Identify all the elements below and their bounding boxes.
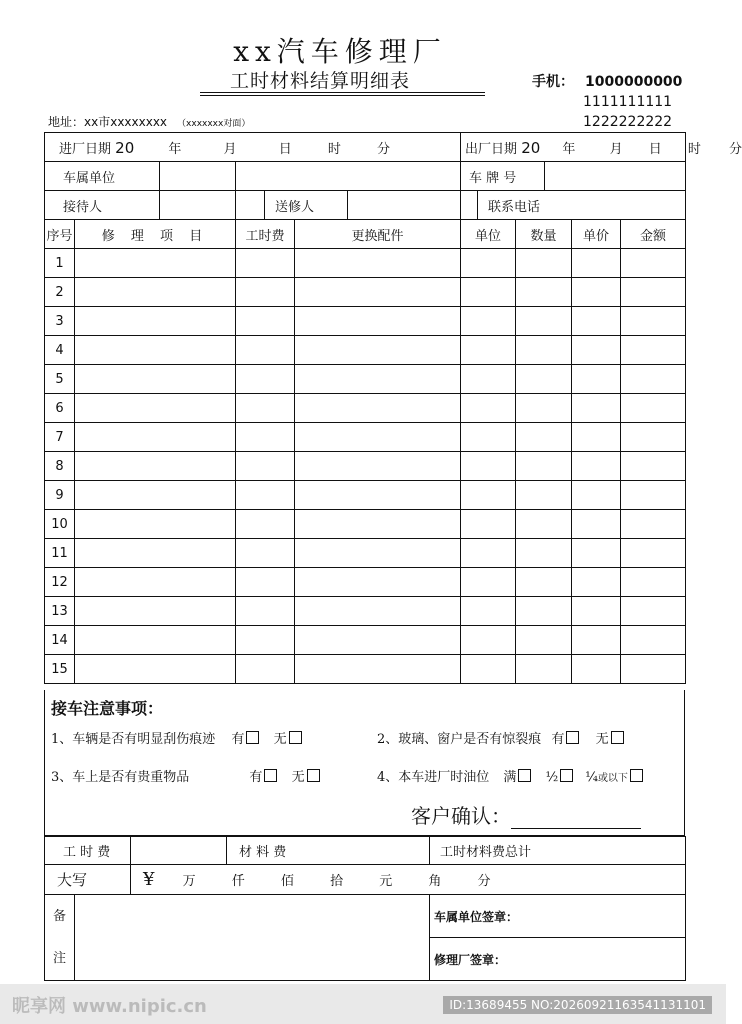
table-cell[interactable] [516, 539, 572, 568]
table-cell[interactable] [75, 510, 236, 539]
phone-block [532, 72, 682, 132]
labor-fee-label: 工 时 费 [45, 837, 131, 865]
in-date-month: 月 [223, 141, 237, 157]
table-cell[interactable] [516, 452, 572, 481]
total-fee-label: 工时材料费总计 [430, 837, 686, 865]
table-cell[interactable] [236, 336, 295, 365]
row-number: 10 [45, 510, 75, 539]
table-cell[interactable] [516, 249, 572, 278]
table-cell[interactable] [295, 249, 461, 278]
table-cell[interactable] [621, 597, 686, 626]
in-date-year: 年 [168, 141, 182, 157]
notice-q4: 4、本车进厂时油位 满 ½ ¼或以下 [377, 766, 645, 785]
table-cell[interactable] [572, 394, 621, 423]
table-cell[interactable] [572, 423, 621, 452]
item-rows [45, 249, 686, 684]
table-cell[interactable] [461, 394, 516, 423]
table-cell[interactable] [295, 452, 461, 481]
out-date-day: 日 [648, 141, 662, 157]
sender-label: 送修人 [264, 191, 348, 219]
table-cell[interactable] [75, 307, 236, 336]
table-row [45, 307, 686, 336]
form-subtitle: 工时材料结算明细表 [230, 70, 411, 92]
table-row [45, 597, 686, 626]
table-cell[interactable] [236, 452, 295, 481]
row-number: 8 [45, 452, 75, 481]
receiver-label: 接待人 [45, 191, 160, 219]
row-number: 1 [45, 249, 75, 278]
table-cell[interactable] [621, 481, 686, 510]
fees-row [45, 837, 686, 865]
table-cell[interactable] [75, 365, 236, 394]
table-cell[interactable] [572, 626, 621, 655]
table-cell[interactable] [236, 423, 295, 452]
owner-sign-label: 车属单位签章： [430, 895, 686, 938]
table-cell[interactable] [236, 481, 295, 510]
table-cell[interactable] [516, 510, 572, 539]
q3-no-checkbox[interactable] [307, 769, 320, 782]
contact-row [45, 191, 686, 220]
header-parts: 更换配件 [295, 220, 461, 249]
table-cell[interactable] [236, 365, 295, 394]
table-cell[interactable] [295, 278, 461, 307]
table-cell[interactable] [75, 568, 236, 597]
q2-no-checkbox[interactable] [611, 731, 624, 744]
row-number: 4 [45, 336, 75, 365]
in-date-minute: 分 [377, 141, 391, 157]
address-line [48, 113, 250, 130]
header-labor-fee: 工时费 [236, 220, 295, 249]
table-cell[interactable] [621, 568, 686, 597]
q1-no-checkbox[interactable] [289, 731, 302, 744]
table-cell[interactable] [75, 278, 236, 307]
address-note: （xxxxxxx对面） [177, 119, 251, 129]
out-date-year: 年 [562, 141, 576, 157]
owner-unit-field-ext[interactable] [236, 162, 461, 191]
table-row [45, 568, 686, 597]
capital-amount[interactable]: ¥ 万 仟 佰 拾 元 角 分 [131, 865, 686, 895]
out-date-minute: 分 [729, 141, 742, 157]
row-number: 15 [45, 655, 75, 684]
table-cell[interactable] [461, 481, 516, 510]
table-cell[interactable] [75, 481, 236, 510]
table-cell[interactable] [621, 423, 686, 452]
contact-phone-label: 联系电话 [488, 199, 541, 215]
table-cell[interactable] [461, 626, 516, 655]
watermark-bar [0, 984, 726, 1024]
table-cell[interactable] [572, 365, 621, 394]
table-cell[interactable] [572, 249, 621, 278]
table-row [45, 626, 686, 655]
pickup-notice [44, 690, 685, 836]
in-date-day: 日 [278, 141, 292, 157]
out-date-month: 月 [609, 141, 623, 157]
table-row [45, 423, 686, 452]
row-number: 5 [45, 365, 75, 394]
table-cell[interactable] [621, 307, 686, 336]
table-cell[interactable] [572, 539, 621, 568]
header-unit-price: 单价 [572, 220, 621, 249]
title-underline [200, 92, 485, 93]
table-cell[interactable] [461, 336, 516, 365]
watermark-id: ID:13689455 NO:20260921163541131101 [443, 996, 712, 1014]
row-number: 13 [45, 597, 75, 626]
table-cell[interactable] [621, 539, 686, 568]
fuel-quarter-checkbox[interactable] [630, 769, 643, 782]
row-number: 14 [45, 626, 75, 655]
table-cell[interactable] [516, 597, 572, 626]
owner-unit-label: 车属单位 [45, 162, 160, 190]
table-cell[interactable] [295, 510, 461, 539]
material-fee-label: 材 料 费 [227, 837, 430, 865]
notice-title: 接车注意事项： [51, 699, 164, 718]
notice-q3: 3、车上是否有贵重物品 有 无 [51, 766, 322, 785]
table-cell[interactable] [621, 249, 686, 278]
date-row [45, 133, 686, 162]
table-cell[interactable] [295, 394, 461, 423]
row-number: 7 [45, 423, 75, 452]
table-cell[interactable] [295, 365, 461, 394]
table-cell[interactable] [236, 539, 295, 568]
row-number: 2 [45, 278, 75, 307]
header-quantity: 数量 [516, 220, 572, 249]
watermark-site: 昵享网 www.nipic.cn [12, 996, 207, 1017]
plate-label: 车 牌 号 [461, 162, 545, 190]
table-cell[interactable] [295, 336, 461, 365]
table-cell[interactable] [516, 626, 572, 655]
table-cell[interactable] [516, 568, 572, 597]
table-cell[interactable] [516, 394, 572, 423]
capital-label: 大写 [45, 865, 131, 895]
table-cell[interactable] [236, 249, 295, 278]
table-cell[interactable] [236, 568, 295, 597]
table-cell[interactable] [461, 423, 516, 452]
table-cell[interactable] [236, 626, 295, 655]
remarks-row-1 [45, 895, 686, 938]
q3-yes-checkbox[interactable] [264, 769, 277, 782]
table-cell[interactable] [621, 626, 686, 655]
table-cell[interactable] [572, 597, 621, 626]
table-cell[interactable] [516, 365, 572, 394]
table-cell[interactable] [516, 481, 572, 510]
table-cell[interactable] [516, 655, 572, 684]
table-cell[interactable] [461, 597, 516, 626]
phone-number-1: 1000000000 [585, 74, 683, 90]
table-cell[interactable] [236, 655, 295, 684]
table-row [45, 278, 686, 307]
table-cell[interactable] [572, 336, 621, 365]
table-row [45, 481, 686, 510]
table-row [45, 655, 686, 684]
table-cell[interactable] [295, 626, 461, 655]
table-row [45, 365, 686, 394]
table-cell[interactable] [461, 568, 516, 597]
row-number: 11 [45, 539, 75, 568]
table-cell[interactable] [461, 452, 516, 481]
table-row [45, 452, 686, 481]
table-cell[interactable] [75, 394, 236, 423]
customer-signature-line[interactable] [511, 810, 641, 829]
in-date-hour: 时 [327, 141, 341, 157]
table-cell[interactable] [516, 278, 572, 307]
table-cell[interactable] [621, 336, 686, 365]
in-date-cell[interactable] [45, 133, 461, 162]
address-value: xx市xxxxxxxx [84, 115, 168, 129]
header-unit: 单位 [461, 220, 516, 249]
q1-yes-checkbox[interactable] [246, 731, 259, 744]
labor-fee-field[interactable] [131, 837, 227, 865]
items-header-row [45, 220, 686, 249]
row-number: 3 [45, 307, 75, 336]
phone-number-3: 1222222222 [583, 114, 673, 130]
table-cell[interactable] [572, 278, 621, 307]
header-seq: 序号 [45, 220, 75, 249]
table-cell[interactable] [295, 307, 461, 336]
table-cell[interactable] [461, 655, 516, 684]
capital-row [45, 865, 686, 895]
table-cell[interactable] [236, 597, 295, 626]
row-number: 6 [45, 394, 75, 423]
table-cell[interactable] [75, 626, 236, 655]
table-cell[interactable] [75, 249, 236, 278]
in-date-label: 进厂日期 [59, 141, 112, 157]
table-cell[interactable] [75, 336, 236, 365]
phone-label: 手机： [532, 74, 574, 90]
shop-sign-label: 修理厂签章： [430, 938, 686, 981]
out-date-year-prefix: 20 [521, 138, 541, 157]
phone-number-2: 1111111111 [583, 94, 673, 110]
page-title: xx汽车修理厂 [233, 35, 447, 68]
customer-confirm: 客户确认： [411, 800, 641, 829]
table-cell[interactable] [516, 423, 572, 452]
table-cell[interactable] [621, 365, 686, 394]
table-cell[interactable] [572, 655, 621, 684]
table-cell[interactable] [621, 452, 686, 481]
table-row [45, 249, 686, 278]
table-cell[interactable] [295, 481, 461, 510]
title-underline-2 [200, 95, 485, 96]
table-row [45, 336, 686, 365]
table-cell[interactable] [236, 394, 295, 423]
table-cell[interactable] [572, 481, 621, 510]
table-row [45, 510, 686, 539]
table-cell[interactable] [621, 510, 686, 539]
table-row [45, 539, 686, 568]
remarks-label: 备 注 [45, 895, 75, 981]
table-cell[interactable] [295, 655, 461, 684]
table-cell[interactable] [621, 394, 686, 423]
table-cell[interactable] [75, 597, 236, 626]
address-label: 地址： [48, 115, 85, 129]
table-cell[interactable] [295, 423, 461, 452]
q2-yes-checkbox[interactable] [566, 731, 579, 744]
owner-row [45, 162, 686, 191]
notice-q2: 2、玻璃、窗户是否有惊裂痕 有 无 [377, 728, 626, 747]
row-number: 12 [45, 568, 75, 597]
table-cell[interactable] [236, 278, 295, 307]
table-cell[interactable] [572, 510, 621, 539]
table-cell[interactable] [461, 510, 516, 539]
remarks-field[interactable] [75, 895, 430, 981]
table-cell[interactable] [572, 307, 621, 336]
table-cell[interactable] [572, 452, 621, 481]
table-cell[interactable] [295, 597, 461, 626]
table-cell[interactable] [621, 655, 686, 684]
out-date-hour: 时 [687, 141, 701, 157]
table-cell[interactable] [236, 307, 295, 336]
table-cell[interactable] [75, 423, 236, 452]
table-cell[interactable] [75, 655, 236, 684]
table-cell[interactable] [572, 568, 621, 597]
table-cell[interactable] [461, 307, 516, 336]
header-repair-item: 修 理 项 目 [75, 220, 236, 249]
table-cell[interactable] [621, 278, 686, 307]
out-date-cell[interactable] [461, 133, 742, 162]
table-cell[interactable] [75, 539, 236, 568]
table-cell[interactable] [295, 539, 461, 568]
out-date-label: 出厂日期 [465, 141, 518, 157]
notice-q1: 1、车辆是否有明显刮伤痕迹 有 无 [51, 728, 304, 747]
table-cell[interactable] [461, 539, 516, 568]
fuel-half-checkbox[interactable] [560, 769, 573, 782]
settlement-table [44, 132, 742, 684]
table-cell[interactable] [295, 568, 461, 597]
table-row [45, 394, 686, 423]
row-number: 9 [45, 481, 75, 510]
table-cell[interactable] [75, 452, 236, 481]
header-amount: 金额 [621, 220, 686, 249]
in-date-year-prefix: 20 [115, 138, 135, 157]
table-cell[interactable] [516, 336, 572, 365]
table-cell[interactable] [461, 278, 516, 307]
totals-table [44, 836, 686, 981]
table-cell[interactable] [461, 365, 516, 394]
fuel-full-checkbox[interactable] [518, 769, 531, 782]
table-cell[interactable] [461, 249, 516, 278]
table-cell[interactable] [236, 510, 295, 539]
table-cell[interactable] [516, 307, 572, 336]
